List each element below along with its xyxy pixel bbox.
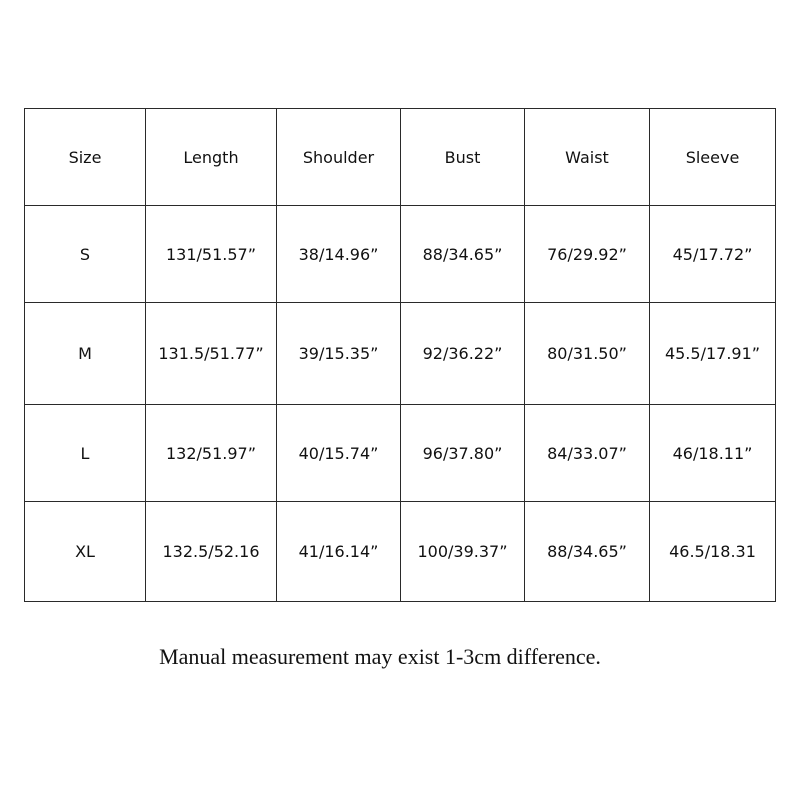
header-bust: Bust xyxy=(401,109,525,206)
cell-length: 131/51.57” xyxy=(146,206,277,303)
cell-bust: 88/34.65” xyxy=(401,206,525,303)
cell-size: S xyxy=(25,206,146,303)
cell-waist: 88/34.65” xyxy=(525,502,650,602)
cell-sleeve: 46.5/18.31 xyxy=(650,502,776,602)
cell-size: L xyxy=(25,405,146,502)
measurement-note: Manual measurement may exist 1-3cm difference. xyxy=(159,644,601,669)
cell-length: 132/51.97” xyxy=(146,405,277,502)
cell-length: 131.5/51.77” xyxy=(146,303,277,405)
cell-bust: 96/37.80” xyxy=(401,405,525,502)
size-chart-table xyxy=(24,108,776,602)
cell-size: M xyxy=(25,303,146,405)
cell-sleeve: 45.5/17.91” xyxy=(650,303,776,405)
cell-bust: 100/39.37” xyxy=(401,502,525,602)
header-sleeve: Sleeve xyxy=(650,109,776,206)
table-row xyxy=(25,206,776,303)
cell-shoulder: 41/16.14” xyxy=(277,502,401,602)
header-size: Size xyxy=(25,109,146,206)
table-row xyxy=(25,502,776,602)
cell-shoulder: 40/15.74” xyxy=(277,405,401,502)
cell-length: 132.5/52.16 xyxy=(146,502,277,602)
cell-sleeve: 46/18.11” xyxy=(650,405,776,502)
cell-waist: 76/29.92” xyxy=(525,206,650,303)
header-length: Length xyxy=(146,109,277,206)
header-shoulder: Shoulder xyxy=(277,109,401,206)
cell-shoulder: 39/15.35” xyxy=(277,303,401,405)
cell-waist: 80/31.50” xyxy=(525,303,650,405)
cell-size: XL xyxy=(25,502,146,602)
cell-bust: 92/36.22” xyxy=(401,303,525,405)
header-waist: Waist xyxy=(525,109,650,206)
cell-waist: 84/33.07” xyxy=(525,405,650,502)
cell-sleeve: 45/17.72” xyxy=(650,206,776,303)
cell-shoulder: 38/14.96” xyxy=(277,206,401,303)
table-row xyxy=(25,405,776,502)
table-header-row xyxy=(25,109,776,206)
table-row xyxy=(25,303,776,405)
